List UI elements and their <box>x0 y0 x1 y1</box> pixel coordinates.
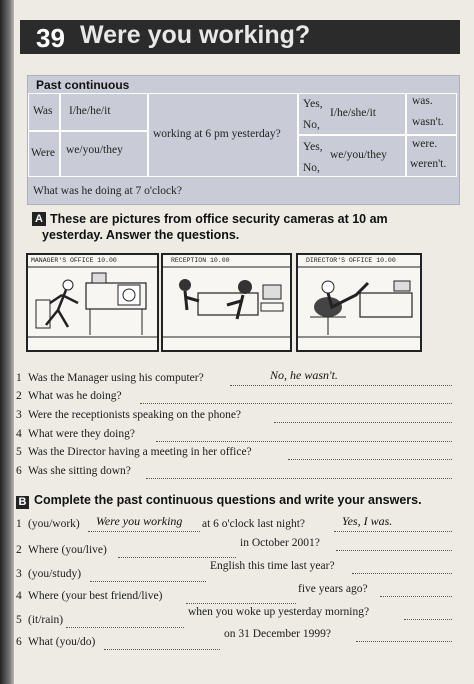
question-prompt: (it/rain) <box>28 614 64 626</box>
no-2: No, <box>303 162 320 174</box>
question-middle: English this time last year? <box>210 560 335 572</box>
answer-subjects-2: we/you/they <box>330 149 387 161</box>
managers-office-drawing <box>28 255 157 350</box>
answer-line[interactable] <box>140 403 452 404</box>
question-number: 3 <box>16 568 22 580</box>
question-number: 2 <box>16 544 22 556</box>
question-number: 4 <box>16 428 22 440</box>
question-number: 4 <box>16 590 22 602</box>
grammar-middle: working at 6 pm yesterday? <box>153 128 281 140</box>
reception-drawing <box>163 255 290 350</box>
fill-line[interactable] <box>90 581 206 582</box>
picture-label: DIRECTOR'S OFFICE 10.00 <box>306 257 396 264</box>
answer-line[interactable] <box>404 619 452 620</box>
section-b-instruction: Complete the past continuous questions and write your answers. <box>34 493 422 507</box>
question-b-4 <box>16 590 162 602</box>
picture-reception <box>161 253 292 352</box>
answer-line[interactable] <box>146 478 452 479</box>
question-a-1 <box>16 372 204 384</box>
section-a-instruction: These are pictures from office security cameras at 10 am yesterday. Answer the questions. <box>42 212 388 242</box>
fill-line[interactable] <box>66 627 184 628</box>
question-number: 1 <box>16 372 22 384</box>
question-middle: on 31 December 1999? <box>224 628 331 640</box>
answer-line[interactable] <box>334 531 452 532</box>
handwritten-fill: Were you working <box>96 514 183 528</box>
question-number: 2 <box>16 390 22 402</box>
picture-label: MANAGER'S OFFICE 10.00 <box>31 257 117 264</box>
fill-line[interactable] <box>118 557 236 558</box>
question-a-3 <box>16 409 241 421</box>
fill-line[interactable] <box>88 531 200 532</box>
book-spine <box>0 0 14 684</box>
answer-line[interactable] <box>274 422 452 423</box>
question-middle: at 6 o'clock last night? <box>202 518 305 530</box>
werent-answer: weren't. <box>410 158 447 170</box>
question-middle: when you woke up yesterday morning? <box>188 606 370 618</box>
answer-line[interactable] <box>288 459 452 460</box>
question-a-6 <box>16 465 131 477</box>
section-a-letter: A <box>32 212 46 226</box>
grammar-box-title: Past continuous <box>36 78 130 92</box>
yes-1: Yes, <box>303 98 323 110</box>
question-text: Were the receptionists speaking on the phone? <box>28 409 242 421</box>
picture-label: RECEPTION 10.00 <box>171 257 230 264</box>
question-text: Was the Manager using his computer? <box>28 372 204 384</box>
question-prompt: What (you/do) <box>28 636 96 648</box>
answer-line[interactable] <box>336 550 452 551</box>
answer-line[interactable] <box>356 641 452 642</box>
grammar-example: What was he doing at 7 o'clock? <box>33 185 182 197</box>
question-b-2 <box>16 544 107 556</box>
question-prompt: (you/work) <box>28 518 80 530</box>
no-1: No, <box>303 119 320 131</box>
question-middle: in October 2001? <box>240 537 320 549</box>
question-text: Was she sitting down? <box>28 465 131 477</box>
answer-line[interactable] <box>380 596 452 597</box>
yes-2: Yes, <box>303 141 323 153</box>
unit-number: 39 <box>36 23 65 53</box>
question-text: What was he doing? <box>28 390 122 402</box>
fill-line[interactable] <box>104 649 220 650</box>
picture-managers-office <box>26 253 159 352</box>
question-prompt: (you/study) <box>28 568 82 580</box>
answer-line[interactable] <box>230 385 452 386</box>
unit-title: Were you working? <box>80 21 311 49</box>
question-a-2 <box>16 390 122 402</box>
question-b-5 <box>16 614 63 626</box>
question-number: 1 <box>16 518 22 530</box>
question-number: 3 <box>16 409 22 421</box>
question-b-3 <box>16 568 81 580</box>
question-number: 5 <box>16 446 22 458</box>
question-b-1 <box>16 518 80 530</box>
question-number: 6 <box>16 465 22 477</box>
directors-office-drawing <box>298 255 420 350</box>
section-b-letter: B <box>16 496 29 509</box>
question-text: Was the Director having a meeting in her office? <box>28 446 252 458</box>
was-answer: was. <box>412 95 433 107</box>
question-a-4 <box>16 428 135 440</box>
was-label: Was <box>33 105 53 117</box>
answer-line[interactable] <box>352 573 452 574</box>
answer-line[interactable] <box>156 441 452 442</box>
were-answer: were. <box>412 138 438 150</box>
question-number: 6 <box>16 636 22 648</box>
were-subjects: we/you/they <box>66 144 123 156</box>
question-middle: five years ago? <box>298 583 368 595</box>
question-prompt: Where (you/live) <box>28 544 107 556</box>
were-label: Were <box>31 147 55 159</box>
question-text: What were they doing? <box>28 428 135 440</box>
question-number: 5 <box>16 614 22 626</box>
question-b-6 <box>16 636 95 648</box>
handwritten-answer: No, he wasn't. <box>270 368 338 382</box>
was-subjects: I/he/he/it <box>69 105 111 117</box>
question-a-5 <box>16 446 252 458</box>
picture-directors-office <box>296 253 422 352</box>
fill-line[interactable] <box>186 603 296 604</box>
handwritten-answer: Yes, I was. <box>342 514 393 528</box>
answer-subjects-1: I/he/she/it <box>330 107 376 119</box>
question-prompt: Where (your best friend/live) <box>28 590 163 602</box>
wasnt-answer: wasn't. <box>412 116 444 128</box>
